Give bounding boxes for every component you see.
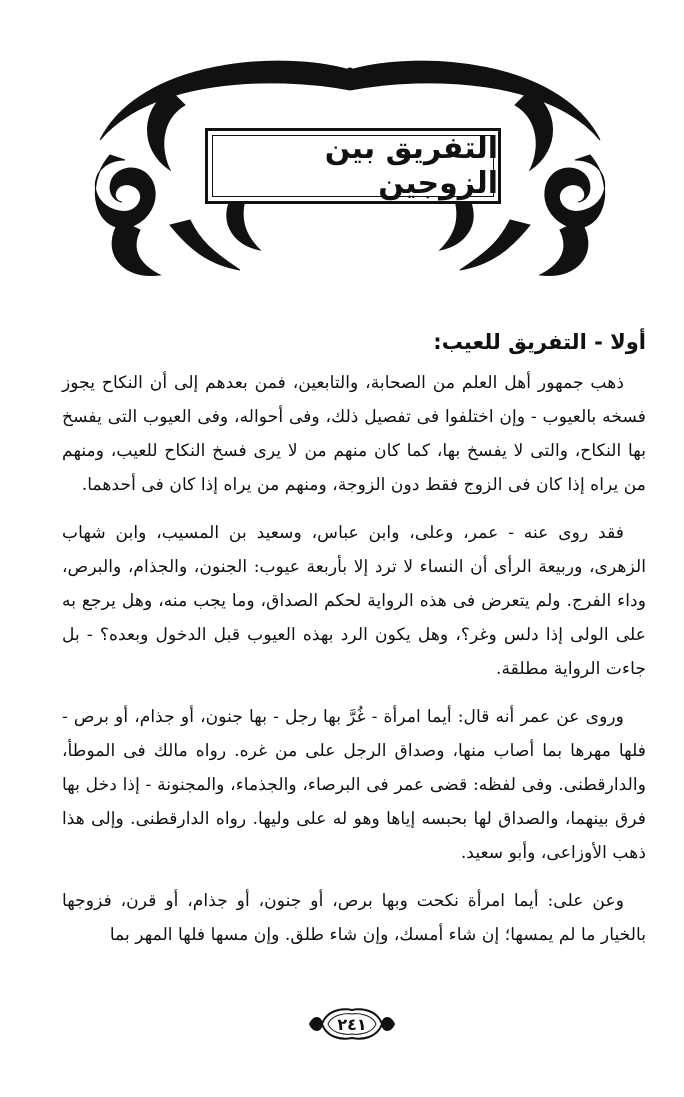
- page-title: التفريق بين الزوجين: [324, 131, 498, 201]
- paragraph-3: وروى عن عمر أنه قال: أيما امرأة - غُرَّ بها رجل - بها جنون، أو جذام، أو برص - فلها مهرها بما أصاب منها، وصداق الرجل على من غره. رواه مالك فى الموطأ، والدارقطنى. وفى لفظه: قضى عمر فى البرصاء، والجذماء، والمجنونة - إذا دخل بها فرق بينهما، والصداق لها بحبسه إياها وهو له على وليها. رواه الدارقطنى. وإلى هذا ذهب الأوزاعى، وأبو سعيد.: [62, 707, 646, 863]
- paragraph-2: فقد روى عنه - عمر، وعلى، وابن عباس، وسعيد بن المسيب، وابن شهاب الزهرى، وربيعة الرأى أن النساء لا ترد إلا بأربعة عيوب: الجنون، والجذام، والبرص، وداء الفرج. ولم يتعرض فى هذه الرواية لحكم الصداق، وما يجب منه، وهل يرجع به على الولى إذا دلس وغر؟، وهل يكون الرد بهذه العيوب قبل الدخول وبعده؟ - بل جاءت الرواية مطلقة.: [62, 523, 646, 679]
- title-frame: [205, 128, 501, 204]
- paragraph-4: وعن على: أيما امرأة نكحت وبها برص، أو جنون، أو جذام، أو قرن، فزوجها بالخيار ما لم يمسها؛ إن شاء أمسك، وإن شاء طلق. وإن مسها فلها المهر بما: [62, 891, 646, 945]
- page-number-frame: [302, 1002, 402, 1046]
- page-number: ٢٤١: [337, 1014, 367, 1034]
- main-content: [62, 330, 646, 966]
- title-ornament: [80, 50, 620, 290]
- section-heading: أولا - التفريق للعيب:: [433, 330, 646, 354]
- paragraph-1: ذهب جمهور أهل العلم من الصحابة، والتابعين، فمن بعدهم إلى أن النكاح يجوز فسخه بالعيوب - وإن اختلفوا فى تفصيل ذلك، وفى أحواله، وفى العيوب التى يفسخ بها النكاح، والتى لا يفسخ بها، كما كان منهم من لا يرى فسخ النكاح للعيب، ومنهم من يراه إذا كان فى الزوج فقط دون الزوجة، ومنهم من يراه إذا كان فى أحدهما.: [62, 373, 646, 495]
